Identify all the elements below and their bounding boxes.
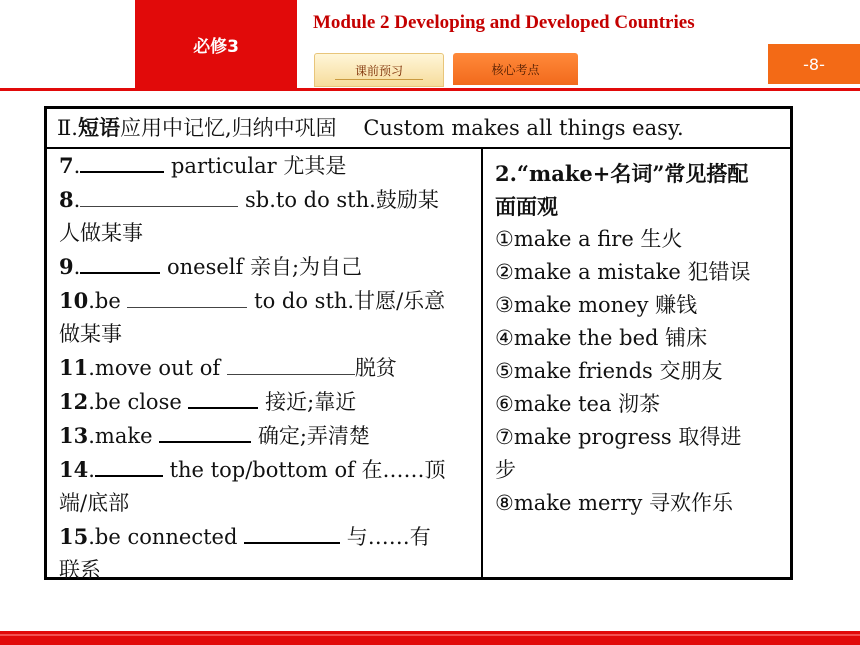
header-divider (0, 88, 860, 91)
section-number: Ⅱ. (57, 116, 78, 140)
collocation-item: ⑦make progress 取得进 (495, 425, 742, 449)
tab-core-points[interactable] (453, 53, 578, 85)
exercise-line: 12.be close 接近;靠近 (59, 389, 357, 414)
exercise-line: 14. the top/bottom of 在……顶 (59, 457, 446, 482)
box-heading (47, 109, 790, 149)
answer-blank[interactable] (127, 289, 247, 308)
tab-preview-label: 课前预习 (354, 63, 403, 78)
answer-blank[interactable] (80, 254, 160, 274)
section-title: 应用中记忆,归纳中巩固 (119, 116, 337, 140)
tab-underline (335, 79, 423, 80)
exercise-line: 端/底部 (59, 491, 130, 515)
collocation-item: 步 (495, 458, 516, 482)
exercise-line: 15.be connected 与……有 (59, 524, 431, 549)
collocation-item: ⑤make friends 交朋友 (495, 359, 723, 383)
collocation-item: ②make a mistake 犯错误 (495, 260, 751, 284)
answer-blank[interactable] (188, 389, 258, 409)
answer-blank[interactable] (227, 356, 355, 375)
footer-bar (0, 631, 860, 645)
answer-blank[interactable] (95, 457, 163, 477)
section-title-bold: 短语 (77, 116, 120, 140)
exercise-column (47, 147, 483, 582)
exercise-line: 7. particular 尤其是 (59, 153, 347, 178)
exercise-line: 10.be to do sth.甘愿/乐意 (59, 288, 446, 313)
header-left-blank (0, 0, 135, 88)
page-number: -8- (768, 44, 860, 84)
phrase-exercise-box (44, 106, 793, 580)
answer-blank[interactable] (159, 423, 251, 443)
collocation-item: ①make a fire 生火 (495, 227, 683, 251)
collocation-heading: 2.“make+名词”常见搭配 (495, 161, 749, 186)
exercise-line: 11.move out of 脱贫 (59, 355, 397, 380)
exercise-line: 8. sb.to do sth.鼓励某 (59, 187, 439, 212)
exercise-line: 联系 (59, 558, 101, 582)
module-title: Module 2 Developing and Developed Countries (313, 12, 695, 33)
collocation-item: ⑥make tea 沏茶 (495, 392, 661, 416)
make-collocations-column (485, 147, 790, 577)
tab-core-points-label: 核心考点 (491, 62, 540, 77)
exercise-line: 人做某事 (59, 221, 143, 245)
collocation-item: ④make the bed 铺床 (495, 326, 708, 350)
answer-blank[interactable] (80, 188, 238, 207)
volume-label: 必修3 (135, 0, 297, 88)
motto: Custom makes all things easy. (363, 116, 684, 140)
collocation-item: ③make money 赚钱 (495, 293, 698, 317)
exercise-line: 9. oneself 亲自;为自己 (59, 254, 363, 279)
exercise-line: 13.make 确定;弄清楚 (59, 423, 370, 448)
footer-highlight (0, 634, 860, 636)
collocation-heading-cont: 面面观 (495, 194, 558, 219)
exercise-line: 做某事 (59, 322, 122, 346)
tab-preview[interactable] (314, 53, 444, 87)
answer-blank[interactable] (80, 153, 164, 173)
collocation-item: ⑧make merry 寻欢作乐 (495, 491, 734, 515)
answer-blank[interactable] (244, 524, 340, 544)
